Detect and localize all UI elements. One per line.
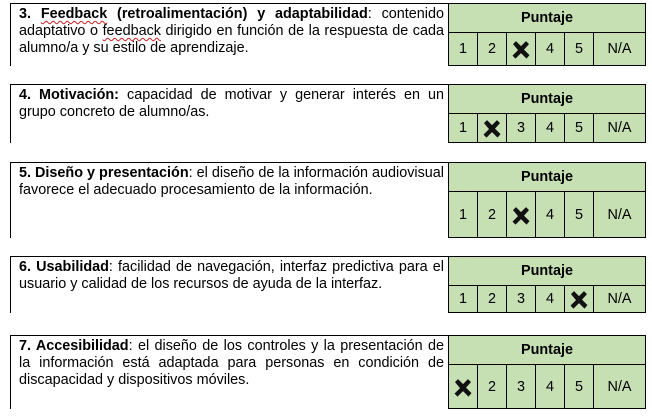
score-option[interactable] bbox=[507, 365, 536, 408]
criterion-title: 6. Usabilidad bbox=[19, 259, 109, 275]
score-option[interactable] bbox=[594, 365, 645, 408]
criterion-usabilidad bbox=[10, 256, 646, 313]
score-option-label: 1 bbox=[458, 41, 467, 57]
score-option[interactable] bbox=[449, 286, 478, 312]
x-mark-icon bbox=[510, 205, 532, 227]
score-options bbox=[449, 192, 645, 237]
x-mark-icon bbox=[510, 39, 532, 61]
score-option[interactable] bbox=[478, 365, 507, 408]
score-header: Puntaje bbox=[449, 257, 645, 286]
desc: : facilidad de navegación, interfaz predictiva para el usuario y calidad de los recursos de ayuda de la interfaz. bbox=[19, 259, 444, 292]
score-options bbox=[449, 286, 645, 312]
score-option-label: 2 bbox=[487, 291, 496, 307]
score-option-label: 2 bbox=[487, 41, 496, 57]
spellcheck-word: feedback bbox=[102, 23, 161, 39]
score-option[interactable] bbox=[449, 114, 478, 142]
score-option-label: 1 bbox=[458, 291, 467, 307]
score-option-label: 3 bbox=[516, 120, 525, 136]
score-option-label: 3 bbox=[516, 291, 525, 307]
score-box bbox=[448, 335, 646, 409]
criterion-text bbox=[10, 162, 448, 238]
desc-part-b: dirigido en función de la respuesta de cada alumno/a y su estilo de aprendizaje. bbox=[19, 23, 444, 56]
score-option[interactable] bbox=[536, 192, 565, 237]
score-option[interactable] bbox=[478, 114, 507, 142]
criterion-text bbox=[10, 3, 448, 66]
score-option[interactable] bbox=[478, 33, 507, 65]
criterion-description bbox=[11, 85, 448, 121]
score-option[interactable] bbox=[594, 33, 645, 65]
criterion-accesibilidad bbox=[10, 335, 646, 409]
score-option-label: N/A bbox=[607, 120, 632, 136]
title-number: 3. bbox=[19, 6, 41, 22]
criterion-title bbox=[19, 6, 368, 22]
score-option-label: 4 bbox=[545, 291, 554, 307]
spellcheck-word: Feedback bbox=[40, 6, 108, 22]
score-option[interactable] bbox=[536, 365, 565, 408]
score-option-label: 5 bbox=[574, 120, 583, 136]
score-option-label: N/A bbox=[607, 41, 632, 57]
score-option[interactable] bbox=[594, 192, 645, 237]
criterion-text bbox=[10, 335, 448, 409]
score-box bbox=[448, 162, 646, 238]
score-option[interactable] bbox=[594, 286, 645, 312]
score-option-label: 5 bbox=[574, 378, 583, 395]
score-option[interactable] bbox=[478, 192, 507, 237]
score-option[interactable] bbox=[507, 33, 536, 65]
criterion-title: 5. Diseño y presentación bbox=[19, 165, 189, 181]
score-option[interactable] bbox=[449, 192, 478, 237]
criterion-description bbox=[11, 163, 448, 199]
criterion-title: 4. Motivación: bbox=[19, 87, 119, 103]
score-option-label: 4 bbox=[545, 378, 554, 395]
desc: : el diseño de la información audiovisual favorece el adecuado procesamiento de la información. bbox=[19, 165, 444, 198]
desc-part-a: : contenido adaptativo o bbox=[19, 6, 444, 39]
criterion-description bbox=[11, 336, 448, 389]
score-option-label: 4 bbox=[545, 41, 554, 57]
score-header: Puntaje bbox=[449, 163, 645, 192]
score-option-label: 5 bbox=[574, 41, 583, 57]
score-option[interactable] bbox=[536, 286, 565, 312]
score-option[interactable] bbox=[594, 114, 645, 142]
score-option-label: 4 bbox=[545, 206, 554, 223]
score-box bbox=[448, 84, 646, 143]
score-option[interactable] bbox=[536, 33, 565, 65]
x-mark-icon bbox=[568, 289, 590, 311]
criterion-text bbox=[10, 84, 448, 143]
x-mark-icon bbox=[452, 377, 474, 399]
score-header: Puntaje bbox=[449, 336, 645, 365]
score-option-label: 5 bbox=[574, 206, 583, 223]
x-mark-icon bbox=[481, 118, 503, 140]
score-option-label: 2 bbox=[487, 206, 496, 223]
score-option[interactable] bbox=[565, 33, 594, 65]
desc: capacidad de motivar y generar interés en un grupo concreto de alumno/as. bbox=[19, 87, 445, 120]
score-box bbox=[448, 3, 646, 66]
criterion-diseno bbox=[10, 162, 646, 238]
score-option-label: N/A bbox=[607, 291, 632, 307]
criterion-feedback bbox=[10, 3, 646, 66]
title-rest: (retroalimentación) y adaptabilidad bbox=[107, 6, 368, 22]
score-option[interactable] bbox=[449, 365, 478, 408]
score-option[interactable] bbox=[507, 114, 536, 142]
score-option-label: 4 bbox=[545, 120, 554, 136]
score-options bbox=[449, 114, 645, 142]
criterion-description bbox=[11, 4, 448, 57]
score-option-label: N/A bbox=[607, 206, 632, 223]
score-option-label: 1 bbox=[458, 206, 467, 223]
score-option[interactable] bbox=[565, 192, 594, 237]
score-box bbox=[448, 256, 646, 313]
score-option[interactable] bbox=[565, 114, 594, 142]
score-option[interactable] bbox=[507, 286, 536, 312]
score-option[interactable] bbox=[507, 192, 536, 237]
score-header: Puntaje bbox=[449, 4, 645, 33]
score-option[interactable] bbox=[565, 365, 594, 408]
score-option-label: 2 bbox=[487, 378, 496, 395]
criterion-title: 7. Accesibilidad bbox=[19, 338, 129, 354]
criterion-motivacion bbox=[10, 84, 646, 143]
criterion-description bbox=[11, 257, 448, 293]
criterion-text bbox=[10, 256, 448, 313]
score-header: Puntaje bbox=[449, 85, 645, 114]
desc: : el diseño de los controles y la presentación de la información está adaptada para personas en condición de discapacidad y dispositivos móviles. bbox=[19, 338, 445, 388]
score-option-label: N/A bbox=[607, 378, 632, 395]
score-option[interactable] bbox=[565, 286, 594, 312]
score-options bbox=[449, 33, 645, 65]
score-option-label: 3 bbox=[516, 378, 525, 395]
score-options bbox=[449, 365, 645, 408]
score-option[interactable] bbox=[536, 114, 565, 142]
score-option[interactable] bbox=[478, 286, 507, 312]
score-option-label: 1 bbox=[458, 120, 467, 136]
score-option[interactable] bbox=[449, 33, 478, 65]
